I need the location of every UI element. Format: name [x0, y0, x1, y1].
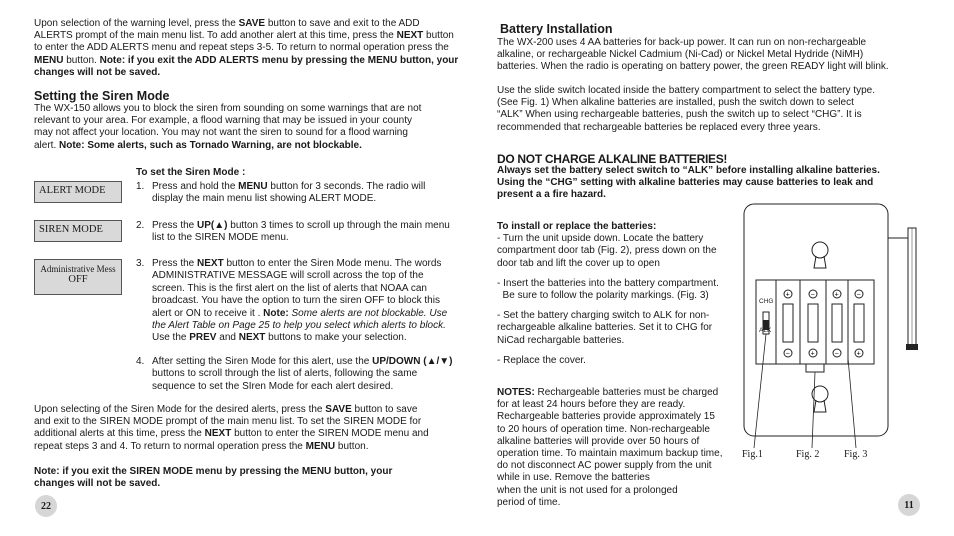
step-1: 1. Press and hold the MENU button for 3 seconds. The radio will display the main menu list showing ALERT MODE. [136, 181, 426, 205]
page-number-right: 11 [898, 494, 920, 516]
svg-text:−: − [785, 350, 790, 358]
fig-3-label: Fig. 3 [844, 449, 868, 460]
keyhole-top-icon [812, 242, 828, 268]
antenna-icon [888, 228, 918, 350]
svg-text:+: + [810, 350, 815, 358]
step-3: 3. Press the NEXT button to enter the Siren Mode menu. The words ADMINISTRATIVE MESSAGE will scroll across the top of the screen. This is the first alert on the list of alerts that NOAA can broadcast. You have the option to turn the siren OFF to block this alert or ON to receive it . Note: Some alerts are not blockable. Use the Alert Table on Page 25 to help you select which alerts to block. Use the PREV and NEXT buttons to make your selection. [136, 258, 448, 344]
battery-slot-1 [783, 290, 793, 358]
battery-paragraph: The WX-200 uses 4 AA batteries for back-up power. It can run on non-rechargeable alkaline, or rechargeable Nickel Cadmium (Ni-Cad) or Nickel Metal Hydride (NiMH) batteries. When the radio is operating on battery power, the green READY light will blink. [497, 37, 889, 73]
battery-compartment-figure [738, 198, 928, 468]
page-number-left: 22 [35, 495, 57, 517]
siren-mode-paragraph: The WX-150 allows you to block the siren from sounding on some warnings that are not relevant to your area. For example, a flood warning that may be issued in your county may not affect your location. You may not want the siren to sound for a flood warning alert. Note: Some alerts, such as Tornado Warning, are not blockable. [34, 103, 422, 151]
after-siren-paragraph: Upon selecting of the Siren Mode for the desired alerts, press the SAVE button to save and exit to the SIREN MODE prompt of the main menu list. To set the SIREN MODE for additional alerts at this time, press the NEXT button to enter the SIREN MODE menu and repeat steps 3 and 4. To return to normal operation press the MENU button. [34, 404, 429, 452]
fig3-leader [848, 358, 856, 448]
step-2: 2. Press the UP(▲) button 3 times to scroll up through the main menu list to the SIREN MODE menu. [136, 220, 450, 244]
warning-paragraph: Always set the battery select switch to “ALK” before installing alkaline batteries. Using the “CHG” setting with alkaline batteries may cause batteries to leak and present a a fire hazard. [497, 165, 880, 201]
battery-slot-2 [808, 290, 818, 358]
to-set-siren-title: To set the Siren Mode : [136, 167, 246, 178]
fig-1-label: Fig.1 [742, 449, 763, 460]
siren-exit-note: Note: if you exit the SIREN MODE menu by pressing the MENU button, your changes will not be saved. [34, 466, 393, 490]
svg-text:+: + [856, 350, 861, 358]
lcd-siren-mode: SIREN MODE [34, 220, 122, 242]
door-tab [806, 364, 824, 372]
svg-text:+: + [834, 291, 839, 299]
step-4: 4. After setting the Siren Mode for this alert, use the UP/DOWN (▲/▼) buttons to scroll through the list of alerts, following the same sequence to set the SIren Mode for each alert desired. [136, 356, 453, 392]
battery-slot-4 [854, 290, 864, 358]
svg-text:−: − [856, 291, 861, 299]
chg-label: CHG [759, 298, 774, 305]
install-instructions: To install or replace the batteries: - Turn the unit upside down. Locate the battery compartment door tab (Fig. 2), press down on the door tab and lift the cover up to open - Insert the batteries into the battery compartment. Be sure to follow the polarity markings. (Fig. 3) - Set the battery charging switch to ALK for non- rechargeable alkaline batteries. Set it to CHG for NiCad rechargable batteries. - Replace the cover. [497, 221, 719, 366]
svg-text:−: − [834, 350, 839, 358]
battery-slot-3 [832, 290, 842, 358]
svg-text:+: + [785, 291, 790, 299]
siren-mode-heading: Setting the Siren Mode [34, 89, 170, 103]
lcd-line-2: OFF [68, 274, 88, 285]
fig-2-label: Fig. 2 [796, 449, 820, 460]
svg-text:−: − [810, 291, 815, 299]
warning-heading: DO NOT CHARGE ALKALINE BATTERIES! [497, 152, 728, 166]
notes-paragraph: NOTES: Rechargeable batteries must be charged for at least 24 hours before they are ready. Rechargeable batteries provide approximately 15 to 20 hours of operation time. Non-rechargeable alkaline batteries will provide over 50 hours of operation time. To maintain maximum backup time, do not disconnect AC power supply from the unit while in use. Remove the batteries when the unit is not used for a prolonged period of time. [497, 387, 723, 508]
lcd-line-1: Administrative Mess [40, 264, 116, 274]
alk-label: ALK [759, 327, 772, 334]
lcd-alert-mode: ALERT MODE [34, 181, 122, 203]
switch-paragraph: Use the slide switch located inside the battery compartment to select the battery type. (See Fig. 1) When alkaline batteries are installed, push the switch down to select “ALK” When using rechargeable batteries, push the switch up to select “CHG”. It is recommended that rechargeable batteries be replaced every three years. [497, 85, 875, 133]
battery-installation-heading: Battery Installation [500, 22, 613, 36]
intro-paragraph: Upon selection of the warning level, press the SAVE button to save and exit to the ADD ALERTS prompt of the main menu list. To add another alert at this time, press the NEXT button to enter the ADD ALERTS menu and repeat steps 3-5. To return to normal operation press the MENU button. Note: if you exit the ADD ALERTS menu by pressing the MENU button, your changes will not be saved. [34, 18, 459, 78]
lcd-administrative-message [34, 259, 122, 295]
